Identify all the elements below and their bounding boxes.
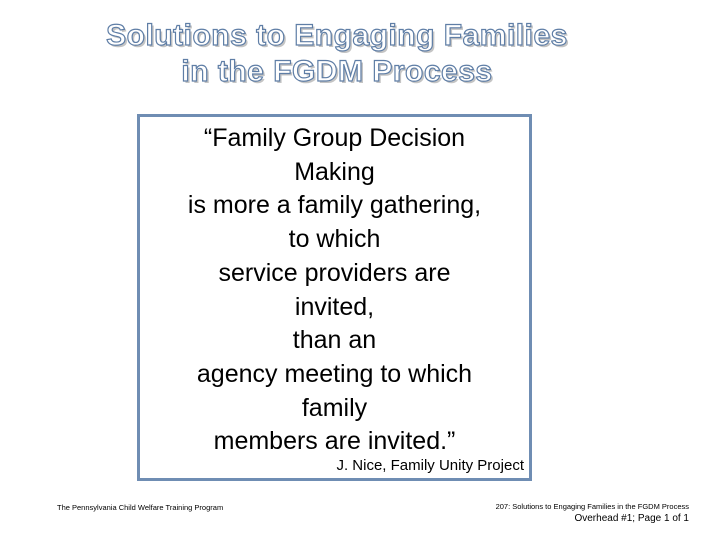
footer-organization: The Pennsylvania Child Welfare Training Program	[57, 503, 224, 512]
quote-box	[137, 114, 532, 481]
quote-line: “Family Group Decision	[203, 124, 466, 152]
quote-line: members are invited.”	[213, 427, 456, 456]
quote-line: Making	[294, 157, 375, 186]
quote-line: is more a family gathering,	[187, 191, 482, 220]
quote-line: than an	[292, 326, 377, 355]
quote-text	[140, 122, 529, 459]
slide-title	[0, 18, 674, 90]
quote-line: agency meeting to which	[196, 359, 473, 388]
quote-line: service providers are	[218, 258, 451, 287]
quote-line: family	[301, 393, 368, 422]
footer-course-title: 207: Solutions to Engaging Families in the FGDM Process	[495, 502, 689, 511]
quote-line: invited,	[294, 292, 375, 321]
title-line-2: in the FGDM Process	[181, 55, 493, 88]
footer-page-number: Overhead #1; Page 1 of 1	[574, 513, 689, 524]
title-line-1: Solutions to Engaging Families	[106, 19, 568, 52]
footer-right	[496, 502, 689, 525]
quote-attribution: J. Nice, Family Unity Project	[336, 457, 524, 474]
quote-line: to which	[288, 225, 381, 254]
